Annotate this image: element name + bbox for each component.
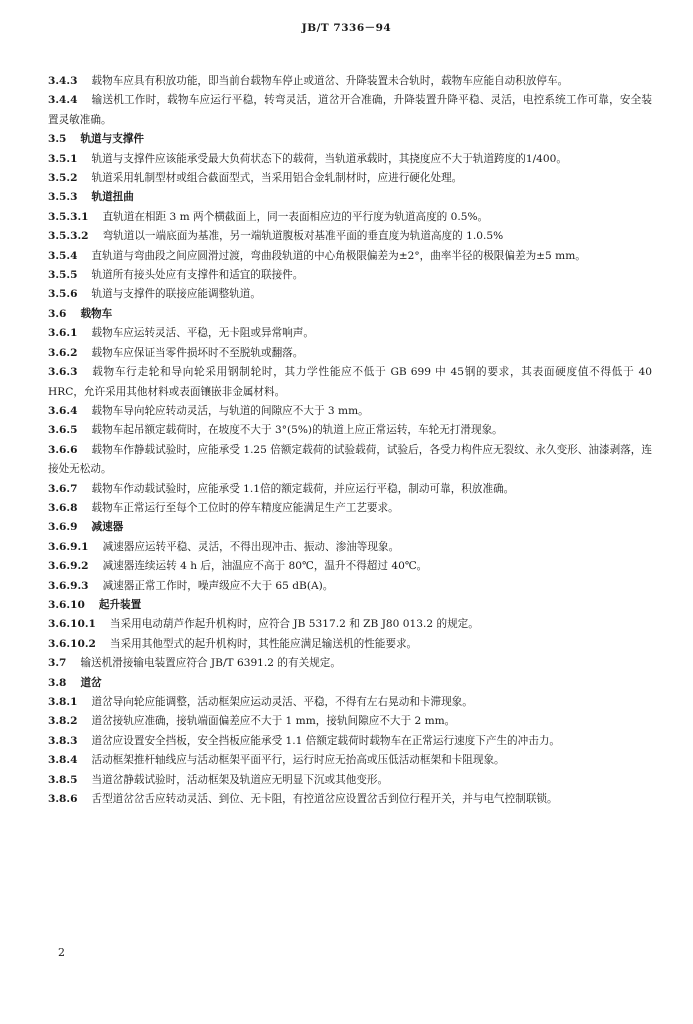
document-body (48, 72, 652, 809)
clause-number: 3.8.3 (48, 734, 78, 747)
clause-number: 3.5.4 (48, 249, 78, 262)
clause-text: 起升装置 (98, 598, 142, 611)
clause-paragraph (48, 693, 652, 712)
clause-text: 输送机工作时，载物车应运行平稳，转弯灵活，道岔开合准确，升降装置升降平稳、灵活，电控系统工作可靠，安全装置灵敏准确。 (48, 94, 652, 126)
clause-paragraph (48, 771, 652, 790)
clause-paragraph (48, 577, 652, 596)
clause-paragraph (48, 324, 652, 343)
clause-text: 轨道与支撑件的联接应能调整轨道。 (91, 288, 261, 301)
clause-text: 载物车作静载试验时，应能承受 1.25 倍额定载荷的试验载荷，试验后，各受力构件应无裂纹、永久变形、油漆剥落，连接处无松动。 (48, 443, 652, 476)
clause-paragraph (48, 499, 652, 518)
clause-text: 道岔 (80, 676, 102, 689)
clause-paragraph (48, 751, 652, 770)
clause-text: 轨道与支撑件应该能承受最大负荷状态下的载荷，当轨道承载时，其挠度应不大于轨道跨度的1/400。 (91, 152, 567, 165)
clause-number: 3.4.4 (48, 94, 78, 107)
clause-text: 载物车导向轮应转动灵活，与轨道的间隙应不大于 3 mm。 (91, 404, 369, 417)
clause-paragraph (48, 732, 652, 751)
clause-paragraph (48, 247, 652, 266)
clause-paragraph (48, 266, 652, 285)
clause-paragraph (48, 518, 652, 537)
clause-paragraph (48, 615, 652, 634)
clause-paragraph (48, 208, 652, 227)
clause-number: 3.4.3 (48, 75, 78, 87)
clause-number: 3.7 (48, 657, 67, 670)
clause-paragraph (48, 441, 652, 480)
clause-number: 3.6.9 (48, 521, 78, 534)
clause-paragraph (48, 654, 652, 673)
clause-number: 3.6.9.2 (48, 560, 89, 573)
clause-number: 3.5.3 (48, 191, 78, 204)
clause-paragraph (48, 538, 652, 557)
clause-number: 3.8.2 (48, 715, 78, 728)
clause-paragraph (48, 344, 652, 363)
clause-text: 当采用其他型式的起升机构时，其性能应满足输送机的性能要求。 (109, 637, 418, 650)
clause-text: 输送机滑接输电装置应符合 JB/T 6391.2 的有关规定。 (80, 657, 341, 670)
clause-number: 3.8.4 (48, 754, 78, 767)
clause-paragraph (48, 402, 652, 421)
clause-paragraph (48, 712, 652, 731)
clause-text: 轨道扭曲 (91, 191, 134, 204)
clause-paragraph (48, 91, 652, 130)
clause-number: 3.6.1 (48, 327, 78, 340)
clause-paragraph (48, 421, 652, 440)
clause-paragraph (48, 150, 652, 169)
clause-text: 轨道采用轧制型材或组合截面型式，当采用铝合金轧制材时，应进行硬化处理。 (91, 172, 463, 185)
clause-number: 3.6.2 (48, 346, 78, 359)
clause-number: 3.6.10 (48, 598, 85, 611)
clause-paragraph (48, 169, 652, 188)
clause-text: 载物车作动载试验时，应能承受 1.1倍的额定载荷，并应运行平稳，制动可靠，积放准确。 (91, 482, 515, 495)
clause-text: 减速器连续运转 4 h 后，油温应不高于 80℃，温升不得超过 40℃。 (102, 560, 428, 573)
clause-number: 3.6.9.3 (48, 579, 89, 592)
clause-text: 舌型道岔岔舌应转动灵活、到位、无卡阻，有控道岔应设置岔舌到位行程开关，并与电气控制联锁。 (91, 793, 558, 806)
clause-number: 3.6.6 (48, 443, 78, 456)
clause-paragraph (48, 790, 652, 809)
clause-paragraph (48, 635, 652, 654)
clause-number: 3.5.2 (48, 172, 78, 185)
clause-text: 活动框架推杆轴线应与活动框架平面平行，运行时应无抬高或压低活动框架和卡阻现象。 (91, 754, 505, 767)
clause-text: 减速器 (91, 521, 124, 534)
clause-number: 3.5.3.2 (48, 230, 89, 243)
clause-text: 载物车应具有积放功能，即当前台载物车停止或道岔、升降装置未合轨时，载物车应能自动积放停车。 (91, 75, 569, 87)
clause-text: 道岔导向轮应能调整，活动框架应运动灵活、平稳，不得有左右晃动和卡滞现象。 (91, 696, 473, 708)
clause-text: 当采用电动葫芦作起升机构时，应符合 JB 5317.2 和 ZB J80 013.2 的规定。 (109, 618, 479, 631)
clause-text: 道岔应设置安全挡板，安全挡板应能承受 1.1 倍额定载荷时载物车在正常运行速度下产生的冲击力。 (91, 734, 561, 747)
clause-text: 载物车行走轮和导向轮采用钢制轮时，其力学性能应不低于 GB 699 中 45钢的要求，其表面硬度值不得低于 40 HRC，允许采用其他材料或表面镶嵌非金属材料。 (48, 366, 652, 398)
clause-number: 3.8.6 (48, 793, 78, 806)
clause-number: 3.6.10.1 (48, 618, 96, 631)
page-header: JB/T 7336－94 (301, 22, 392, 34)
clause-paragraph (48, 557, 652, 576)
clause-text: 轨道与支撑件 (80, 133, 144, 146)
clause-number: 3.6.10.2 (48, 637, 96, 650)
clause-paragraph (48, 596, 652, 615)
page-number: 2 (58, 946, 65, 959)
clause-number: 3.6.4 (48, 404, 78, 417)
clause-paragraph (48, 480, 652, 499)
clause-number: 3.5.6 (48, 288, 78, 301)
clause-number: 3.5.1 (48, 152, 78, 165)
clause-text: 直轨道在相距 3 m 两个横截面上，同一表面相应边的平行度为轨道高度的 0.5%。 (102, 210, 489, 223)
clause-text: 载物车起吊额定载荷时，在坡度不大于 3°(5%)的轨道上应正常运转，车轮无打滑现象。 (91, 424, 503, 437)
clause-number: 3.6.3 (48, 366, 78, 379)
clause-number: 3.8.1 (48, 696, 78, 708)
clause-number: 3.6.5 (48, 424, 78, 437)
clause-number: 3.8.5 (48, 773, 78, 786)
clause-paragraph (48, 227, 652, 246)
clause-paragraph (48, 674, 652, 693)
clause-text: 载物车应运转灵活、平稳，无卡阻或异常响声。 (91, 327, 314, 340)
clause-number: 3.6.8 (48, 501, 78, 514)
clause-text: 减速器应运转平稳、灵活，不得出现冲击、振动、渗油等现象。 (102, 540, 400, 553)
clause-number: 3.6.9.1 (48, 540, 89, 553)
clause-text: 道岔接轨应准确，接轨端面偏差应不大于 1 mm，接轨间隙应不大于 2 mm。 (91, 715, 456, 728)
clause-text: 载物车 (80, 307, 113, 320)
clause-number: 3.6.7 (48, 482, 78, 495)
clause-paragraph (48, 188, 652, 207)
clause-paragraph (48, 305, 652, 324)
clause-paragraph (48, 285, 652, 304)
clause-text: 当道岔静载试验时，活动框架及轨道应无明显下沉或其他变形。 (91, 773, 389, 786)
clause-text: 弯轨道以一端底面为基准，另一端轨道腹板对基准平面的垂直度为轨道高度的 1.0.5% (102, 230, 504, 243)
clause-text: 载物车应保证当零件损坏时不至脱轨或翻落。 (91, 346, 304, 359)
clause-paragraph (48, 130, 652, 149)
clause-text: 减速器正常工作时，噪声级应不大于 65 dB(A)。 (102, 579, 334, 592)
clause-text: 轨道所有接头处应有支撑件和适宜的联接件。 (91, 269, 304, 282)
clause-number: 3.5.5 (48, 269, 78, 282)
clause-number: 3.8 (48, 676, 67, 689)
clause-paragraph (48, 72, 652, 91)
clause-number: 3.6 (48, 307, 67, 320)
clause-text: 载物车正常运行至每个工位时的停车精度应能满足生产工艺要求。 (91, 501, 399, 514)
clause-number: 3.5.3.1 (48, 210, 89, 223)
clause-paragraph (48, 363, 652, 402)
clause-text: 直轨道与弯曲段之间应圆滑过渡，弯曲段轨道的中心角极限偏差为±2°，曲率半径的极限偏差为±5 mm。 (91, 249, 586, 262)
clause-number: 3.5 (48, 133, 67, 146)
